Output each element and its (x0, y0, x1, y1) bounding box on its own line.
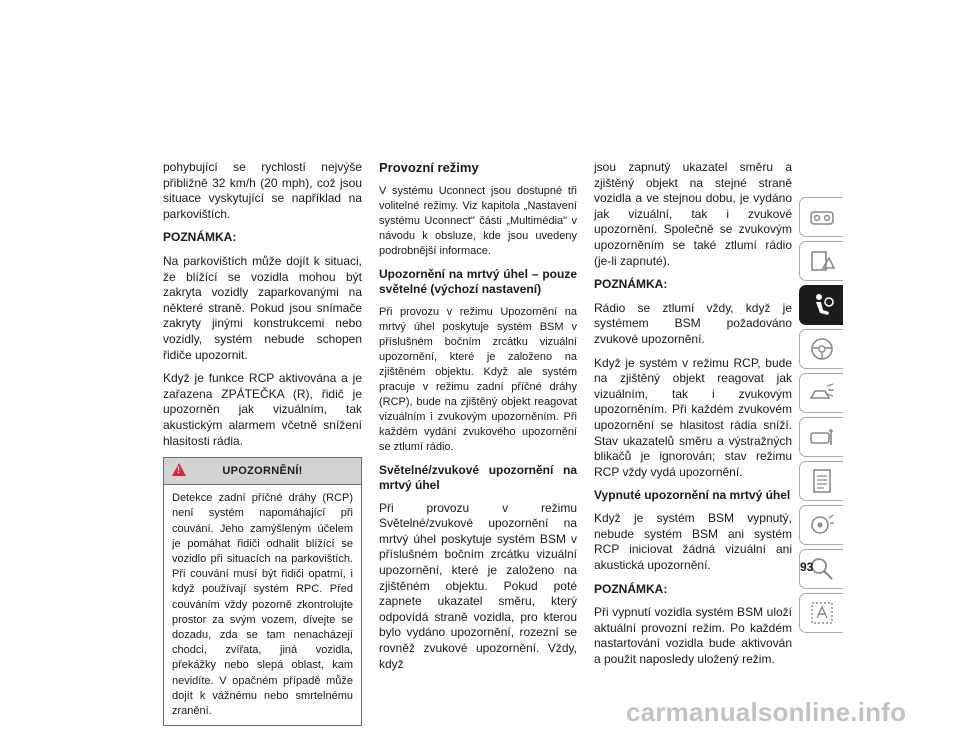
paragraph: Když je systém BSM vypnutý, nebude systém BSM ani systém RCP iniciovat žádná vizuální ani akustická upozornění. (594, 511, 792, 573)
paragraph: V systému Uconnect jsou dostupné tři volitelné režimy. Viz kapitola „Nastavení systému Uconnect" části „Multimédia" v návodu k obsluze, kde jsou uvedeny podrobnější informace. (379, 184, 577, 257)
language-icon (807, 598, 837, 628)
section-heading: Provozní režimy (379, 160, 479, 175)
note-label: POZNÁMKA: (594, 581, 668, 596)
note-label: POZNÁMKA: (594, 277, 668, 292)
note-text: Rádio se ztlumí vždy, když je systémem BSM požadováno zvukové upozornění. (594, 300, 792, 346)
warning-box (163, 457, 362, 726)
note-label: POZNÁMKA: (163, 230, 237, 245)
car-service-icon (807, 422, 837, 452)
document-list-icon (807, 466, 837, 496)
paragraph: pohybující se rychlostí nejvýše přibližně 32 km/h (20 mph), což jsou situace vyskytující se například na parkovištích. (163, 160, 362, 221)
car-accident-icon (807, 378, 837, 408)
instrument-warning-icon (807, 246, 837, 276)
tab-service[interactable] (799, 417, 843, 457)
paragraph: Když je funkce RCP aktivována a je zařazena ZPÁTEČKA (R), řidič je upozorněn jak vizuálním, tak akustickým alarmem včetně snížení hlasitosti rádia. (163, 371, 362, 448)
warning-header (164, 458, 361, 485)
left-column (163, 160, 362, 726)
car-dashboard-icon (807, 202, 837, 232)
exclamation-icon: ! (177, 465, 180, 476)
right-column (594, 160, 792, 676)
tab-safety[interactable] (799, 285, 843, 325)
warning-title: UPOZORNĚNÍ! (222, 465, 303, 478)
tab-multimedia[interactable] (799, 505, 843, 545)
note-text: Při vypnutí vozidla systém BSM uloží aktuální provozní režim. Po každém nastartování vozidla bude aktivován a použit naposledy uložený režim. (594, 605, 792, 667)
paragraph: Při provozu v režimu Světelné/zvukové upozornění na mrtvý úhel poskytuje systém BSM v příslušném bočním zrcátku vizuální upozornění, které je založeno na zjištěném objektu. Pokud poté zapnete ukazatel směru, který odpovídá straně vozidla, pro kterou bylo vydáno upozornění, rozezní se rovněž zvukové upozornění. Vždy, když (379, 500, 577, 671)
tab-driving[interactable] (799, 329, 843, 369)
subheading: Vypnuté upozornění na mrtvý úhel (594, 488, 791, 503)
paragraph: Když je systém v režimu RCP, bude na zjištěný objekt reagovat jak vizuálním, tak i zvukovým upozorněním. Při každém zvukovém upozornění se hlasitost rádia sníží. Stav ukazatelů směru a výstražných blikačů je ignorován; stav režimu RCP vždy vydá upozornění. (594, 355, 792, 479)
tab-emergency[interactable] (799, 373, 843, 413)
warning-text: Detekce zadní příčné dráhy (RCP) není systém napomáhající při couvání. Jeho zamýšleným účelem je pomáhat řidiči odhalit blížící se vozidlo při situacích na parkovištích. Při couvání musí být řidiči opatrní, i když používají systém RPC. Před couváním vždy pozorně zkontrolujte prostor za svým vozem, dívejte se dozadu, zda se tam nenacházejí chodci, zvířata, jiná vozidla, překážky nebo slepá oblast, kam nevidíte. V opačném případě může dojít k vážnému nebo smrtelnému zranění. (172, 492, 353, 717)
paragraph: Při provozu v režimu Upozornění na mrtvý úhel poskytuje systém BSM v příslušném bočním zrcátku vizuální upozornění, které je založeno na zjištěném objektu. Když ale systém pracuje v režimu zadní příčné dráhy (RCP), bude na zjištěný objekt reagovat vizuálním i zvukovým upozorněním. Při každém vydání zvukového upozornění se ztlumí rádio. (379, 305, 577, 453)
steering-wheel-icon (807, 334, 837, 364)
subheading: Světelné/zvukové upozornění na mrtvý úhel (379, 462, 577, 492)
note-text: Na parkovištích může dojít k situaci, že blížící se vozidla mohou být zakryta vozidly zaparkovanými na některé straně. Pokud jsou snímače zakryty jinými konstrukcemi nebo vozidly, systém nebude schopen řidiče upozornit. (163, 253, 362, 362)
tab-language[interactable] (799, 593, 843, 633)
tab-specs[interactable] (799, 461, 843, 501)
airbag-seat-icon (807, 290, 837, 320)
tab-instruments[interactable] (799, 241, 843, 281)
footer-watermark: carmanualsonline.info (626, 697, 907, 727)
paragraph: jsou zapnutý ukazatel směru a zjištěný objekt na stejné straně vozidla a ve stejnou dobu, je vydáno jak vizuální, tak i zvukové upozornění. Společně se zvukovým upozorněním se také ztlumí rádio (je-li zapnuté). (594, 160, 792, 268)
subheading: Upozornění na mrtvý úhel – pouze světelné (výchozí nastavení) (379, 266, 577, 296)
tab-vehicle[interactable] (799, 197, 843, 237)
multimedia-icon (807, 510, 837, 540)
middle-column (379, 160, 577, 680)
page-number: 93 (800, 560, 814, 574)
